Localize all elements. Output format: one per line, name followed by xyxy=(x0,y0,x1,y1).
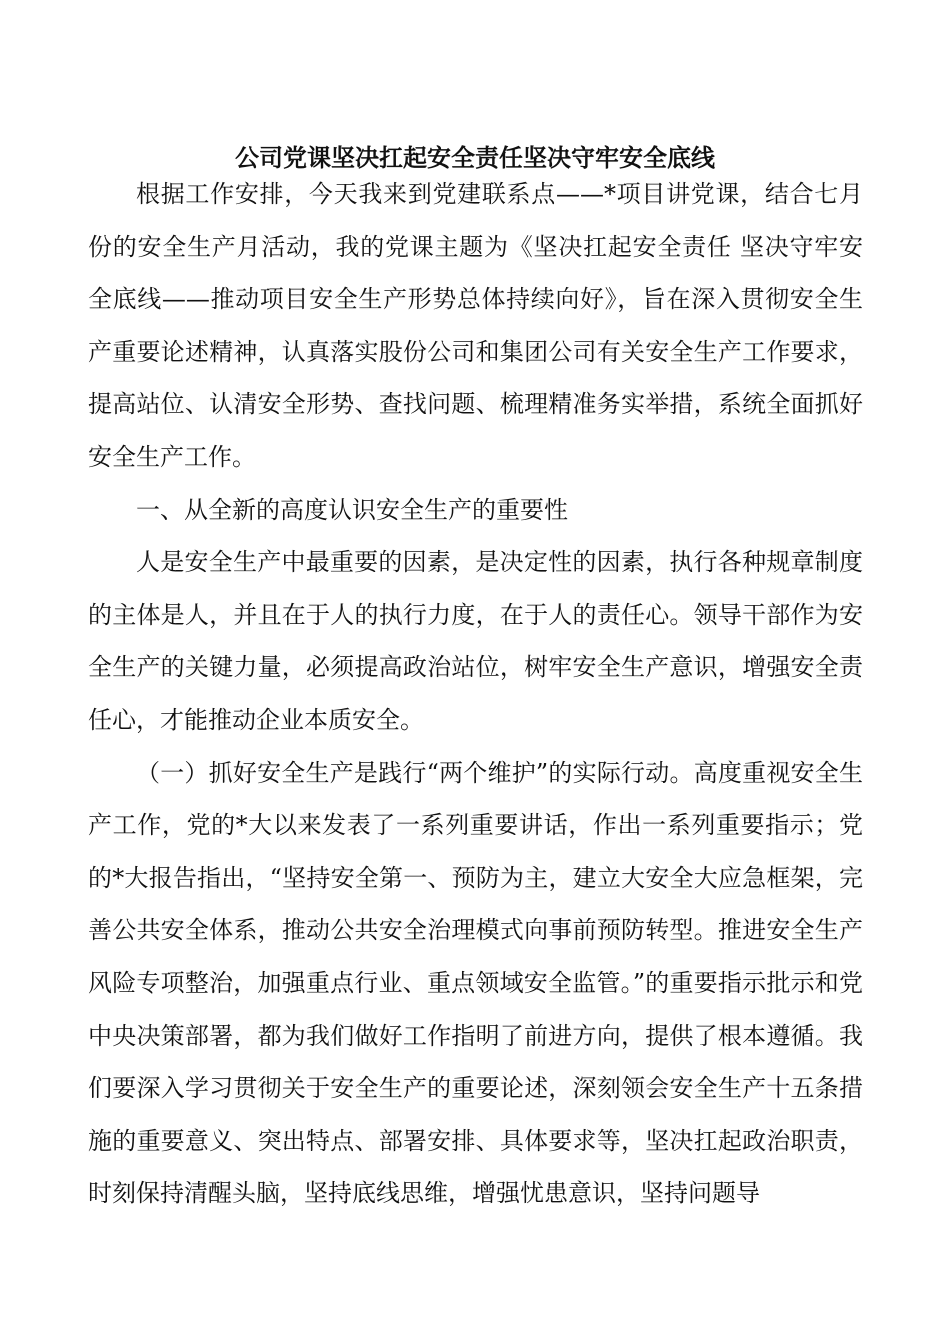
document-body xyxy=(88,168,863,1220)
paragraph-intro: 根据工作安排，今天我来到党建联系点——*项目讲党课，结合七月份的安全生产月活动，我的党课主题为《坚决扛起安全责任 坚决守牢安全底线——推动项目安全生产形势总体持续向好》，旨在深入贯彻安全生产重要论述精神，认真落实股份公司和集团公司有关安全生产工作要求，提高站位、认清安全形势、查找问题、梳理精准务实举措，系统全面抓好安全生产工作。 xyxy=(88,180,863,471)
paragraph-subsection-1: （一）抓好安全生产是践行“两个维护”的实际行动。高度重视安全生产工作，党的*大以来发表了一系列重要讲话，作出一系列重要指示；党的*大报告指出，“坚持安全第一、预防为主，建立大安全大应急框架，完善公共安全体系，推动公共安全治理模式向事前预防转型。推进安全生产风险专项整治，加强重点行业、重点领域安全监管。”的重要指示批示和党中央决策部署，都为我们做好工作指明了前进方向，提供了根本遵循。我们要深入学习贯彻关于安全生产的重要论述，深刻领会安全生产十五条措施的重要意义、突出特点、部署安排、具体要求等，坚决扛起政治职责，时刻保持清醒头脑，坚持底线思维，增强忧患意识，坚持问题导 xyxy=(88,758,863,1208)
section-heading-1: 一、从全新的高度认识安全生产的重要性 xyxy=(136,495,568,524)
paragraph-section-1: 人是安全生产中最重要的因素，是决定性的因素，执行各种规章制度的主体是人，并且在于人的执行力度，在于人的责任心。领导干部作为安全生产的关键力量，必须提高政治站位，树牢安全生产意识，增强安全责任心，才能推动企业本质安全。 xyxy=(88,548,863,734)
document-title: 公司党课坚决扛起安全责任坚决守牢安全底线 xyxy=(235,144,715,172)
